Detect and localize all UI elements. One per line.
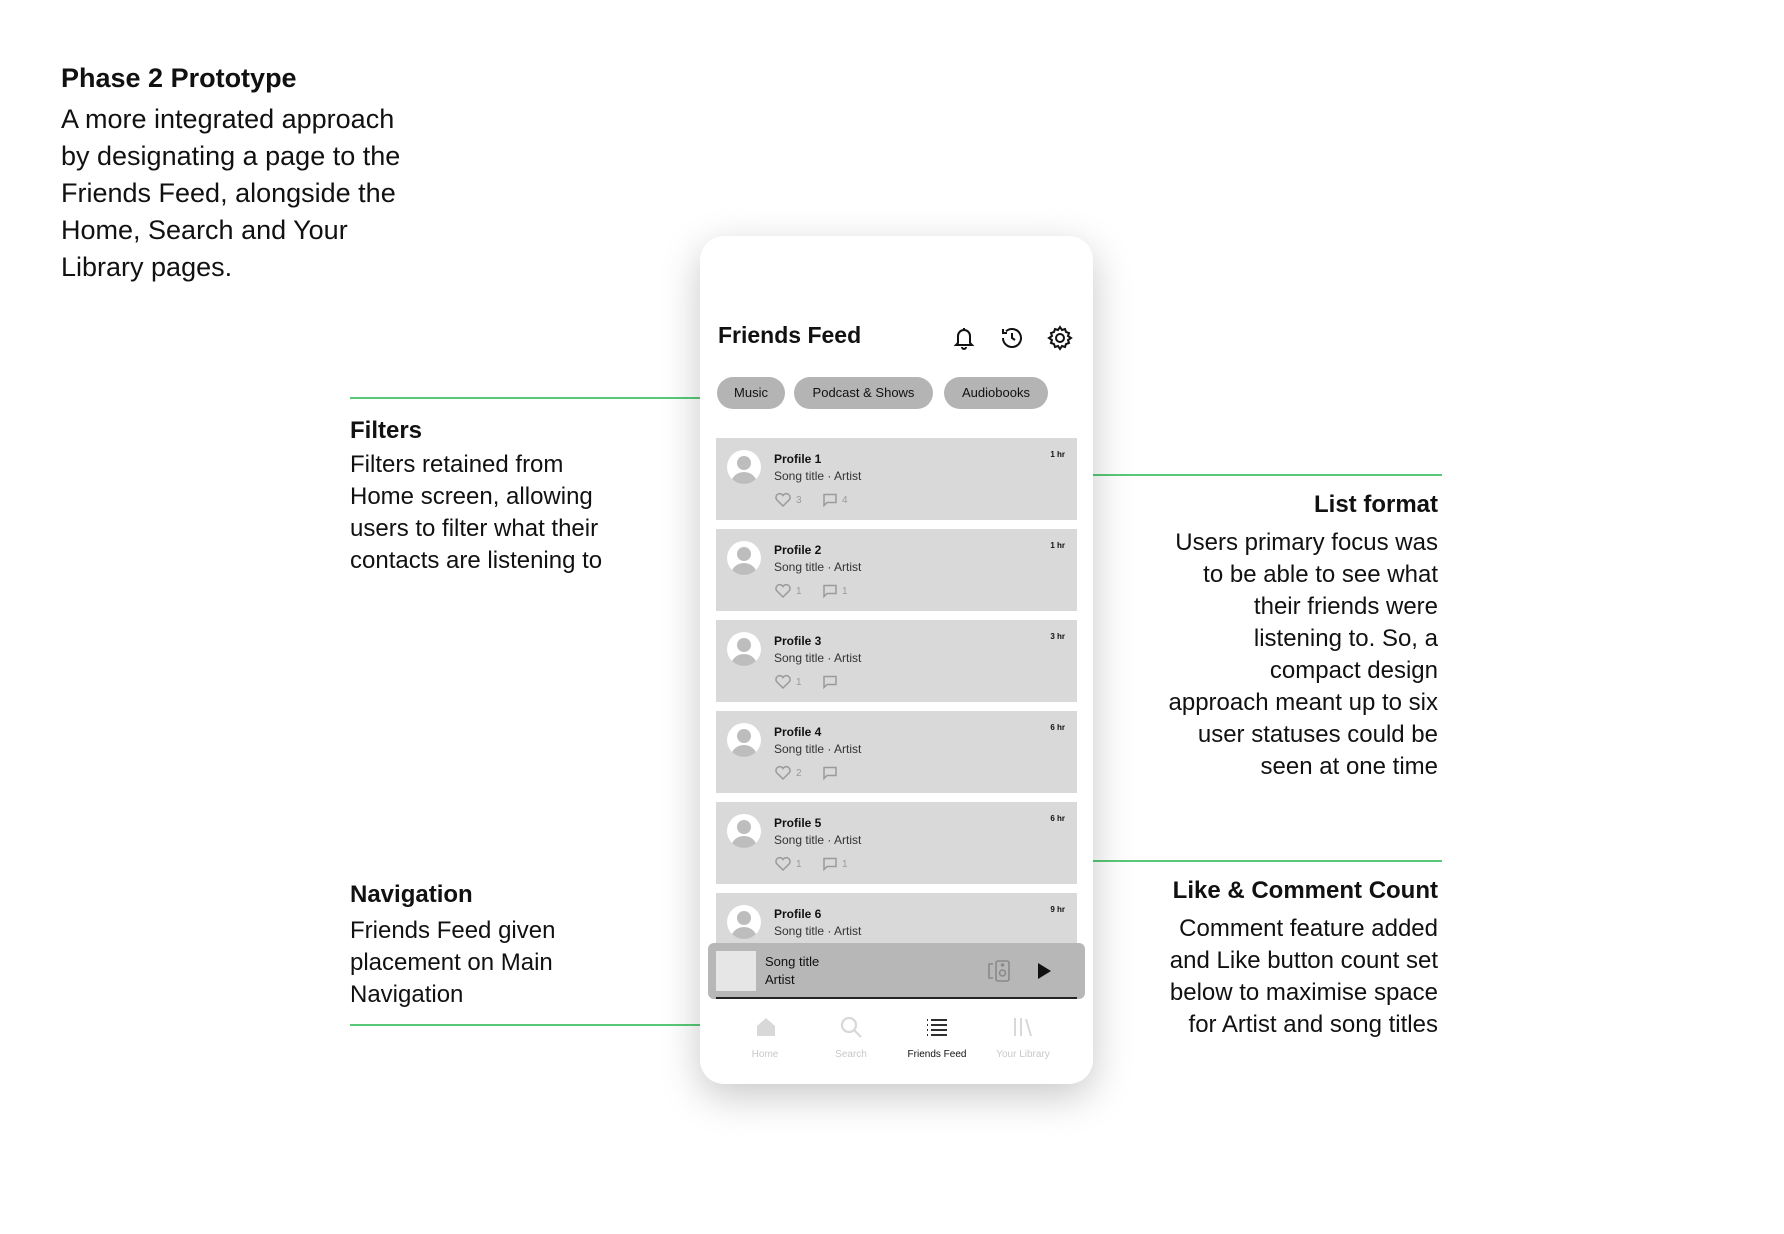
like-comment-annotation-text [1100, 913, 1438, 1041]
feed-card[interactable] [716, 620, 1077, 702]
like-count: 1 [796, 859, 802, 870]
nav-friends-feed[interactable] [894, 1011, 980, 1071]
intro-line: by designating a page to the [61, 141, 401, 171]
list-icon [925, 1015, 949, 1039]
heart-icon[interactable] [774, 674, 792, 690]
annotation-line: below to maximise space [1169, 979, 1438, 1006]
song-artist: Song title · Artist [774, 924, 862, 938]
comment-count: 1 [842, 859, 848, 870]
nav-search[interactable] [808, 1011, 894, 1071]
history-icon[interactable] [998, 324, 1026, 352]
annotation-line: seen at one time [1260, 753, 1438, 780]
avatar [727, 541, 761, 575]
navigation-annotation-title: Navigation [350, 881, 473, 908]
feed-card[interactable] [716, 529, 1077, 611]
mini-player[interactable] [708, 943, 1085, 999]
intro-line: Friends Feed, alongside the [61, 178, 396, 208]
phone-frame [700, 236, 1093, 1084]
comment-count: 4 [842, 495, 848, 506]
album-art [716, 951, 756, 991]
screen-title: Friends Feed [718, 322, 862, 348]
profile-name: Profile 3 [774, 634, 822, 648]
comment-icon[interactable] [822, 584, 838, 598]
feed-card[interactable] [716, 802, 1077, 884]
annotation-line: placement on Main [350, 949, 553, 976]
page-title: Phase 2 Prototype [61, 63, 297, 93]
post-time: 1 hr [1050, 450, 1065, 459]
filters-annotation-text [350, 449, 602, 577]
nav-label: Friends Feed [907, 1049, 967, 1060]
like-count: 3 [796, 495, 802, 506]
avatar [727, 632, 761, 666]
comment-count: 1 [842, 586, 848, 597]
player-artist: Artist [765, 972, 795, 987]
post-time: 9 hr [1050, 905, 1065, 914]
progress-bar[interactable] [716, 997, 1077, 999]
song-artist: Song title · Artist [774, 651, 862, 665]
player-song-title: Song title [765, 954, 820, 969]
avatar [727, 450, 761, 484]
song-artist: Song title · Artist [774, 560, 862, 574]
intro-line: Library pages. [61, 252, 233, 282]
navigation-annotation-text [350, 915, 555, 1011]
annotation-line: Friends Feed given [350, 917, 556, 944]
post-time: 3 hr [1050, 632, 1065, 641]
play-icon[interactable] [1034, 960, 1054, 982]
like-count: 1 [796, 677, 802, 688]
song-artist: Song title · Artist [774, 469, 862, 483]
intro-line: A more integrated approach [61, 104, 395, 134]
annotation-line: Home screen, allowing [350, 483, 593, 510]
profile-name: Profile 6 [774, 907, 822, 921]
filter-chip-audiobooks[interactable]: Audiobooks [944, 377, 1048, 409]
profile-name: Profile 5 [774, 816, 822, 830]
heart-icon[interactable] [774, 856, 792, 872]
annotation-line: for Artist and song titles [1188, 1011, 1438, 1038]
comment-icon[interactable] [822, 675, 838, 689]
annotation-line: their friends were [1253, 593, 1438, 620]
intro-line: Home, Search and Your [61, 215, 348, 245]
heart-icon[interactable] [774, 492, 792, 508]
filters-connector-line [350, 397, 710, 399]
feed-card[interactable] [716, 711, 1077, 793]
post-time: 6 hr [1050, 814, 1065, 823]
nav-your-library[interactable] [980, 1011, 1066, 1071]
annotation-line: contacts are listening to [350, 547, 603, 574]
list-format-annotation-text [1100, 527, 1438, 783]
annotation-line: Navigation [350, 981, 464, 1008]
post-time: 6 hr [1050, 723, 1065, 732]
annotation-line: user statuses could be [1197, 721, 1438, 748]
filters-annotation-title: Filters [350, 417, 423, 444]
profile-name: Profile 1 [774, 452, 822, 466]
feed-card[interactable] [716, 438, 1077, 520]
like-comment-annotation-title: Like & Comment Count [1172, 877, 1438, 904]
annotation-line: users to filter what their [350, 515, 599, 542]
post-time: 1 hr [1050, 541, 1065, 550]
intro-description [61, 101, 400, 286]
avatar [727, 723, 761, 757]
nav-label: Search [835, 1049, 867, 1060]
bell-icon[interactable] [950, 324, 978, 352]
annotation-line: Comment feature added [1179, 915, 1438, 942]
nav-label: Your Library [996, 1049, 1050, 1060]
nav-home[interactable] [722, 1011, 808, 1071]
annotation-line: listening to. So, a [1253, 625, 1438, 652]
library-icon [1011, 1015, 1035, 1039]
profile-name: Profile 4 [774, 725, 822, 739]
song-artist: Song title · Artist [774, 742, 862, 756]
filter-chip-podcast-shows[interactable]: Podcast & Shows [794, 377, 933, 409]
nav-label: Home [751, 1049, 779, 1060]
avatar [727, 905, 761, 939]
comment-icon[interactable] [822, 857, 838, 871]
list-format-connector-line [1084, 474, 1442, 476]
heart-icon[interactable] [774, 583, 792, 599]
filter-chip-music[interactable]: Music [717, 377, 785, 409]
devices-icon[interactable] [986, 959, 1012, 983]
annotation-line: Filters retained from [350, 451, 564, 478]
search-icon [839, 1015, 863, 1039]
annotation-line: to be able to see what [1203, 561, 1438, 588]
annotation-line: and Like button count set [1169, 947, 1438, 974]
like-count: 2 [796, 768, 802, 779]
gear-icon[interactable] [1046, 324, 1074, 352]
list-format-annotation-title: List format [1313, 491, 1438, 518]
annotation-line: compact design [1269, 657, 1438, 684]
home-icon [754, 1015, 778, 1039]
comment-icon[interactable] [822, 493, 838, 507]
song-artist: Song title · Artist [774, 833, 862, 847]
annotation-line: Users primary focus was [1175, 529, 1438, 556]
like-count: 1 [796, 586, 802, 597]
comment-icon[interactable] [822, 766, 838, 780]
heart-icon[interactable] [774, 765, 792, 781]
avatar [727, 814, 761, 848]
annotation-line: approach meant up to six [1168, 689, 1438, 716]
profile-name: Profile 2 [774, 543, 822, 557]
